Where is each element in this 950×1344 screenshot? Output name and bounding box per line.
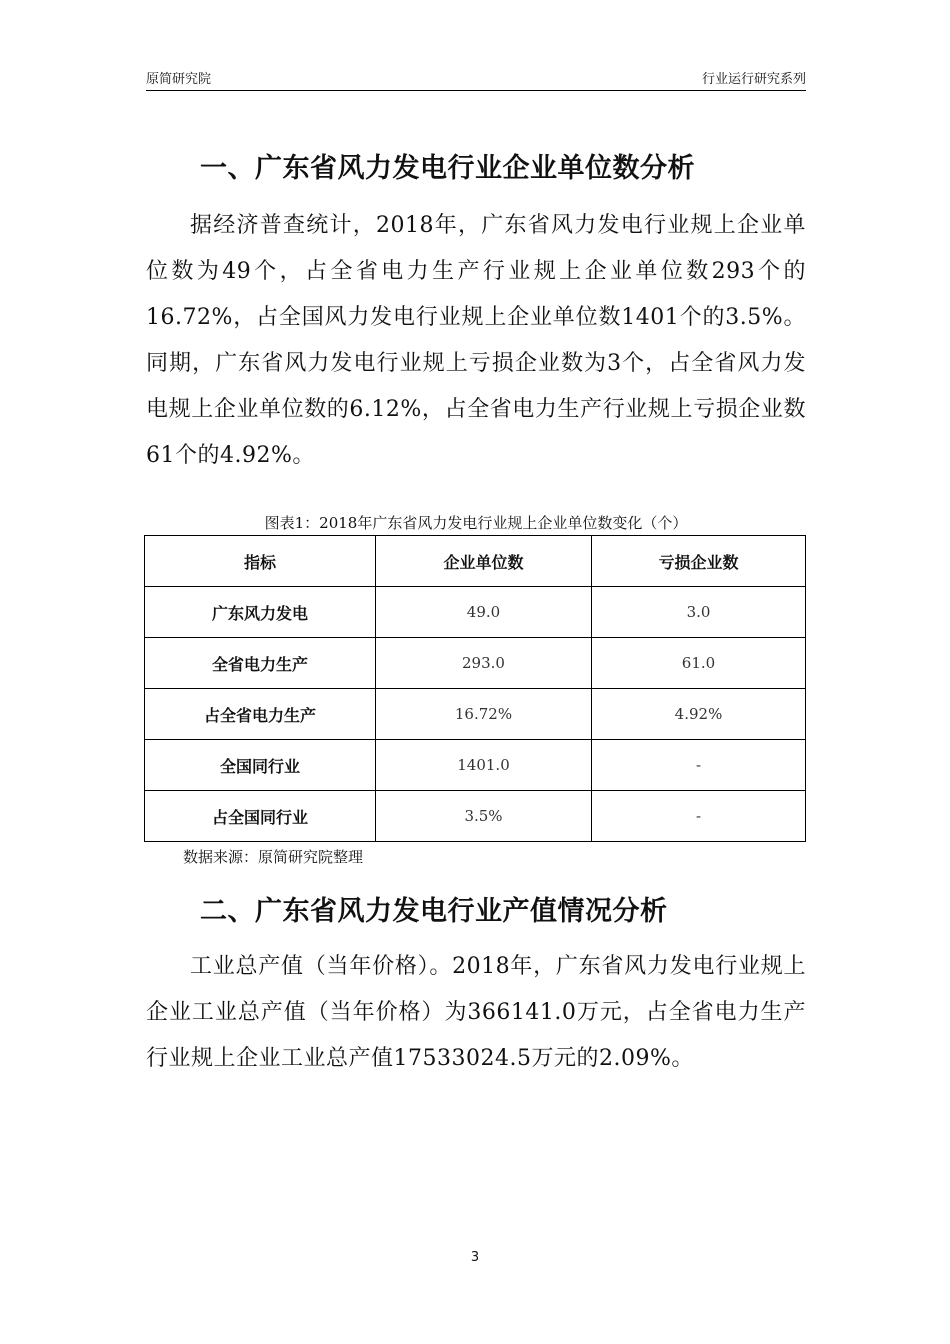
section-1-title: 一、广东省风力发电行业企业单位数分析 xyxy=(200,153,695,184)
cell-loss-count: 61.0 xyxy=(592,638,806,689)
section-1-paragraph: 据经济普查统计，2018年，广东省风力发电行业规上企业单位数为49个，占全省电力生产行业规上企业单位数293个的16.72%，占全国风力发电行业规上企业单位数1401个的3.5%。同期，广东省风力发电行业规上亏损企业数为3个，占全省风力发电规上企业单位数的6.12%，占全省电力生产行业规上亏损企业数61个的4.92%。 xyxy=(146,213,806,468)
cell-loss-count: - xyxy=(592,791,806,842)
table-row xyxy=(145,791,806,842)
cell-loss-count: 3.0 xyxy=(592,587,806,638)
row-label: 广东风力发电 xyxy=(145,587,376,638)
table-row xyxy=(145,740,806,791)
table-row xyxy=(145,638,806,689)
section-2-paragraph: 工业总产值（当年价格）。2018年，广东省风力发电行业规上企业工业总产值（当年价格）为366141.0万元，占全省电力生产行业规上企业工业总产值17533024.5万元的2.09%。 xyxy=(146,954,806,1071)
page-header xyxy=(146,66,806,91)
data-table xyxy=(144,535,806,842)
section-2-title: 二、广东省风力发电行业产值情况分析 xyxy=(200,896,668,927)
cell-enterprise-count: 293.0 xyxy=(376,638,592,689)
header-enterprise-count: 企业单位数 xyxy=(376,536,592,587)
table-row xyxy=(145,689,806,740)
cell-enterprise-count: 1401.0 xyxy=(376,740,592,791)
table-row xyxy=(145,587,806,638)
cell-enterprise-count: 3.5% xyxy=(376,791,592,842)
cell-loss-count: 4.92% xyxy=(592,689,806,740)
header-indicator: 指标 xyxy=(145,536,376,587)
row-label: 全国同行业 xyxy=(145,740,376,791)
cell-loss-count: - xyxy=(592,740,806,791)
header-org-name: 原简研究院 xyxy=(146,72,212,87)
table-source-note: 数据来源：原简研究院整理 xyxy=(183,848,364,866)
row-label: 占全国同行业 xyxy=(145,791,376,842)
header-series-name: 行业运行研究系列 xyxy=(701,72,806,87)
table-header-row xyxy=(145,536,806,587)
row-label: 占全省电力生产 xyxy=(145,689,376,740)
page-number: 3 xyxy=(470,1250,480,1265)
cell-enterprise-count: 49.0 xyxy=(376,587,592,638)
header-loss-count: 亏损企业数 xyxy=(592,536,806,587)
cell-enterprise-count: 16.72% xyxy=(376,689,592,740)
row-label: 全省电力生产 xyxy=(145,638,376,689)
table-caption: 图表1：2018年广东省风力发电行业规上企业单位数变化（个） xyxy=(264,514,688,532)
